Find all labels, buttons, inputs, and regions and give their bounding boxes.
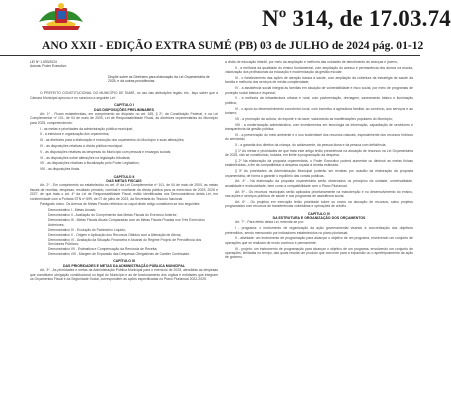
article-2-paragraph: Parágrafo único. Os Anexos de Metas Fiscais referidos no caput deste artigo constituem-se dos seguintes:: [40, 202, 201, 207]
law-number: LEI Nº 1.593/2024: [30, 60, 57, 64]
right-paragraph: II - a melhoria da qualidade do ensino fundamental, com ampliação do acesso e permanência dos alunos na escola, valorização dos profissionais da educação e modernização da gestão escolar;: [225, 65, 413, 75]
demonstrativo-item: Demonstrativo I - Metas Anuais;: [48, 208, 97, 213]
demonstrativo-item: Demonstrativo IV - Evolução do Patrimônio Líquido;: [48, 227, 126, 232]
article-1: Art. 1º - Ficam estabelecidas, em cumprimento ao disposto no art. 165, § 2º, da Constituição Federal, e na Lei Complementar nº 101, de 04 de maio de 2000, Lei de Responsabilidade Fiscal, as diretrizes orçamentárias do Município para 2025, compreendendo:: [30, 112, 218, 125]
article-1-item: III - as diretrizes para a elaboração e execução dos orçamentos do Município e suas alterações;: [40, 138, 185, 143]
law-authorship: Autoria: Poder Executivo: [30, 64, 67, 69]
demonstrativo-item: Demonstrativo VII - Estimativa e Compensação da Renúncia de Receita;: [48, 247, 158, 252]
demonstrativo-item: Demonstrativo III - Metas Fiscais Atuais Comparadas com as Metas Fiscais Fixadas nos Três Exercícios Anteriores;: [48, 218, 205, 227]
article-7-item: II - atividade: um instrumento de programação para alcançar o objetivo de um programa, envolvendo um conjunto de operações que se realizam de modo contínuo e permanente;: [225, 236, 413, 245]
article-1-item: VI - as disposições sobre alterações na legislação tributária;: [40, 155, 131, 160]
demonstrativo-item: Demonstrativo V - Origem e Aplicação dos Recursos Obtidos com a Alienação de Ativos;: [48, 232, 182, 237]
preamble: O PREFEITO CONSTITUCIONAL DO MUNICÍPIO DE SUMÉ, no uso das atribuições legais, etc., faço saber que a Câmara Municipal aprovou e eu sanciono a seguinte Lei:: [30, 91, 218, 100]
masthead: [0, 0, 451, 38]
edition-line: ANO XXII - EDIÇÃO EXTRA SUMÉ (PB) 03 de JULHO de 2024 pág. 01-12: [42, 39, 424, 52]
article-1-item: II - a estrutura e organização dos orçamentos;: [40, 132, 110, 137]
right-paragraph: § 1º As metas e prioridades de que trata este artigo terão precedência na alocação de recursos na Lei Orçamentária de 2025, não se constituindo, todavia, em limite à programação da despesa.: [225, 148, 413, 158]
right-paragraph: V - a melhoria da infraestrutura urbana e rural, com pavimentação, drenagem, saneamento básico e iluminação pública;: [225, 96, 413, 105]
continued-text: a visão de educação infantil, por meio da ampliação e melhoria das unidades de atendimento às crianças e jovens;: [225, 60, 398, 64]
chapter-2-subtitle: DAS METAS FISCAIS: [106, 179, 142, 184]
chapter-3-title: CAPÍTULO III: [113, 259, 135, 264]
right-paragraph: IX - a preservação do meio ambiente e o uso sustentável dos recursos naturais, especialmente dos recursos hídricos do semiárido;: [225, 132, 413, 142]
chapter-2-title: CAPÍTULO II: [113, 174, 135, 179]
right-paragraph: Art. 6º - Os projetos em execução terão prioridade sobre os novos na alocação de recursos, salvo projetos programados com recursos de transferências voluntárias e operações de crédito.: [225, 199, 413, 209]
right-paragraph: IV - a assistência social integral às famílias em situação de vulnerabilidade e risco social, por meio de programas de proteção social básica e especial;: [225, 86, 413, 95]
demonstrativo-item: Demonstrativo VIII - Margem de Expansão das Despesas Obrigatórias de Caráter Continuado.: [48, 252, 191, 257]
right-paragraph: VIII - a modernização administrativa, com investimentos em tecnologia da informação, capacitação de servidores e transparência da gestão pública;: [225, 122, 413, 132]
left-column: [30, 60, 218, 420]
article-1-item: VII - as disposições relativas à fiscalização pelo Poder Legislativo;: [40, 161, 140, 166]
chapter-1-title: CAPÍTULO I: [114, 103, 134, 108]
chapter-4-subtitle: DA ESTRUTURA E ORGANIZAÇÃO DOS ORÇAMENTOS: [272, 216, 366, 221]
right-paragraph: VII - a promoção da cultura, do esporte e do lazer, valorizando as manifestações populares do Município;: [235, 116, 393, 121]
article-7-item: III - projeto: um instrumento de programação para alcançar o objetivo de um programa, envolvendo um conjunto de operações, limitadas no tempo, das quais resulta um produto que concorre para a expansão ou o aperfeiçoamento da ação de governo.: [225, 246, 413, 260]
right-paragraph: § 2º Na elaboração da proposta orçamentária, o Poder Executivo poderá aumentar ou diminuir as metas físicas estabelecidas, a fim de compatibilizar a despesa orçada à receita estimada.: [225, 159, 413, 168]
chapter-4-title: CAPÍTULO IV: [307, 211, 331, 216]
article-7: Art. 7º - Para efeito desta Lei, entende-se por:: [235, 220, 305, 225]
article-3: Art. 3º - As prioridades e metas da Administração Pública Municipal para o exercício de 2025, atendidas as despesas que constituem obrigação constitucional ou legal do Município e as de funcionamento dos órgãos e entidades que integram os Orçamentos Fiscal e da Seguridade Social, correspondem às ações especificadas no Plano Plurianual 2022-2025.: [30, 268, 218, 282]
article-7-item: I - programa: o instrumento de organização da ação governamental visando à concretização dos objetivos pretendidos, sendo mensurado por indicadores estabelecidos no plano plurianual;: [225, 226, 413, 235]
article-1-item: IV - as disposições relativas à dívida pública municipal;: [40, 144, 123, 149]
chapter-1-subtitle: DAS DISPOSIÇÕES PRELIMINARES: [94, 107, 154, 112]
chapter-3-subtitle: DAS PRIORIDADES E METAS DA ADMINISTRAÇÃO PÚBLICA MUNICIPAL: [63, 263, 185, 268]
right-paragraph: Art. 5º - Os recursos municipais serão aplicados prioritariamente na manutenção e no desenvolvimento do ensino, nas ações e serviços públicos de saúde e nos programas de assistência social.: [225, 189, 413, 199]
right-paragraph: Art. 4º - Na elaboração da proposta orçamentária serão observados os princípios da unidade, universalidade, anualidade e exclusividade, bem como a compatibilidade com o Plano Plurianual.: [225, 179, 413, 188]
right-paragraph: VI - o apoio ao desenvolvimento econômico local, com incentivo à agricultura familiar, ao comércio, aos serviços e ao turismo;: [225, 106, 413, 116]
right-paragraph: X - a garantia dos direitos da criança, do adolescente, da pessoa idosa e da pessoa com deficiência.: [235, 143, 387, 148]
article-1-item: VIII - as disposições finais.: [40, 167, 81, 172]
right-paragraph: § 3º As prioridades da Administração Municipal poderão ser revistas por ocasião da elaboração da proposta orçamentária, de forma a garantir o equilíbrio das contas públicas.: [225, 169, 413, 178]
gazette-number-title: Nº 314, de 17.03.74: [262, 6, 451, 31]
municipal-coat-of-arms-icon: [36, 2, 86, 32]
right-paragraph: III - o fortalecimento das ações de atenção básica à saúde, com ampliação da cobertura da estratégia de saúde da família e melhoria dos serviços de média complexidade;: [225, 76, 413, 85]
law-ementa: Dispõe sobre as Diretrizes para elaboração da Lei Orçamentária de 2025, e dá outras providências.: [108, 74, 210, 83]
demonstrativo-item: Demonstrativo II - Avaliação do Cumprimento das Metas Fiscais do Exercício Anterior;: [48, 213, 178, 218]
article-1-item: I - as metas e prioridades da administração pública municipal;: [40, 126, 133, 131]
article-2: Art. 2º - Em cumprimento ao estabelecido no art. 4º da Lei Complementar nº 101, de 04 de maio de 2000, as metas fiscais de receitas, despesas, resultado primário, nominal e montante da dívida pública para os exercícios de 2025, 2026 e 2027, de que trata o art. 4º da Lei de Responsabilidade Fiscal, estão identificadas nos Demonstrativos desta Lei, em conformidade com a Portaria STN nº 699, de 07 de julho de 2023, da Secretaria do Tesouro Nacional.: [30, 183, 218, 201]
article-1-item: V - as disposições relativas às despesas do Município com pessoal e encargos sociais;: [40, 149, 172, 154]
right-column: [225, 60, 413, 420]
demonstrativo-item: Demonstrativo VI - Avaliação da Situação Financeira e Atuarial do Regime Próprio de Previdência dos Servidores Públicos;: [48, 237, 202, 247]
